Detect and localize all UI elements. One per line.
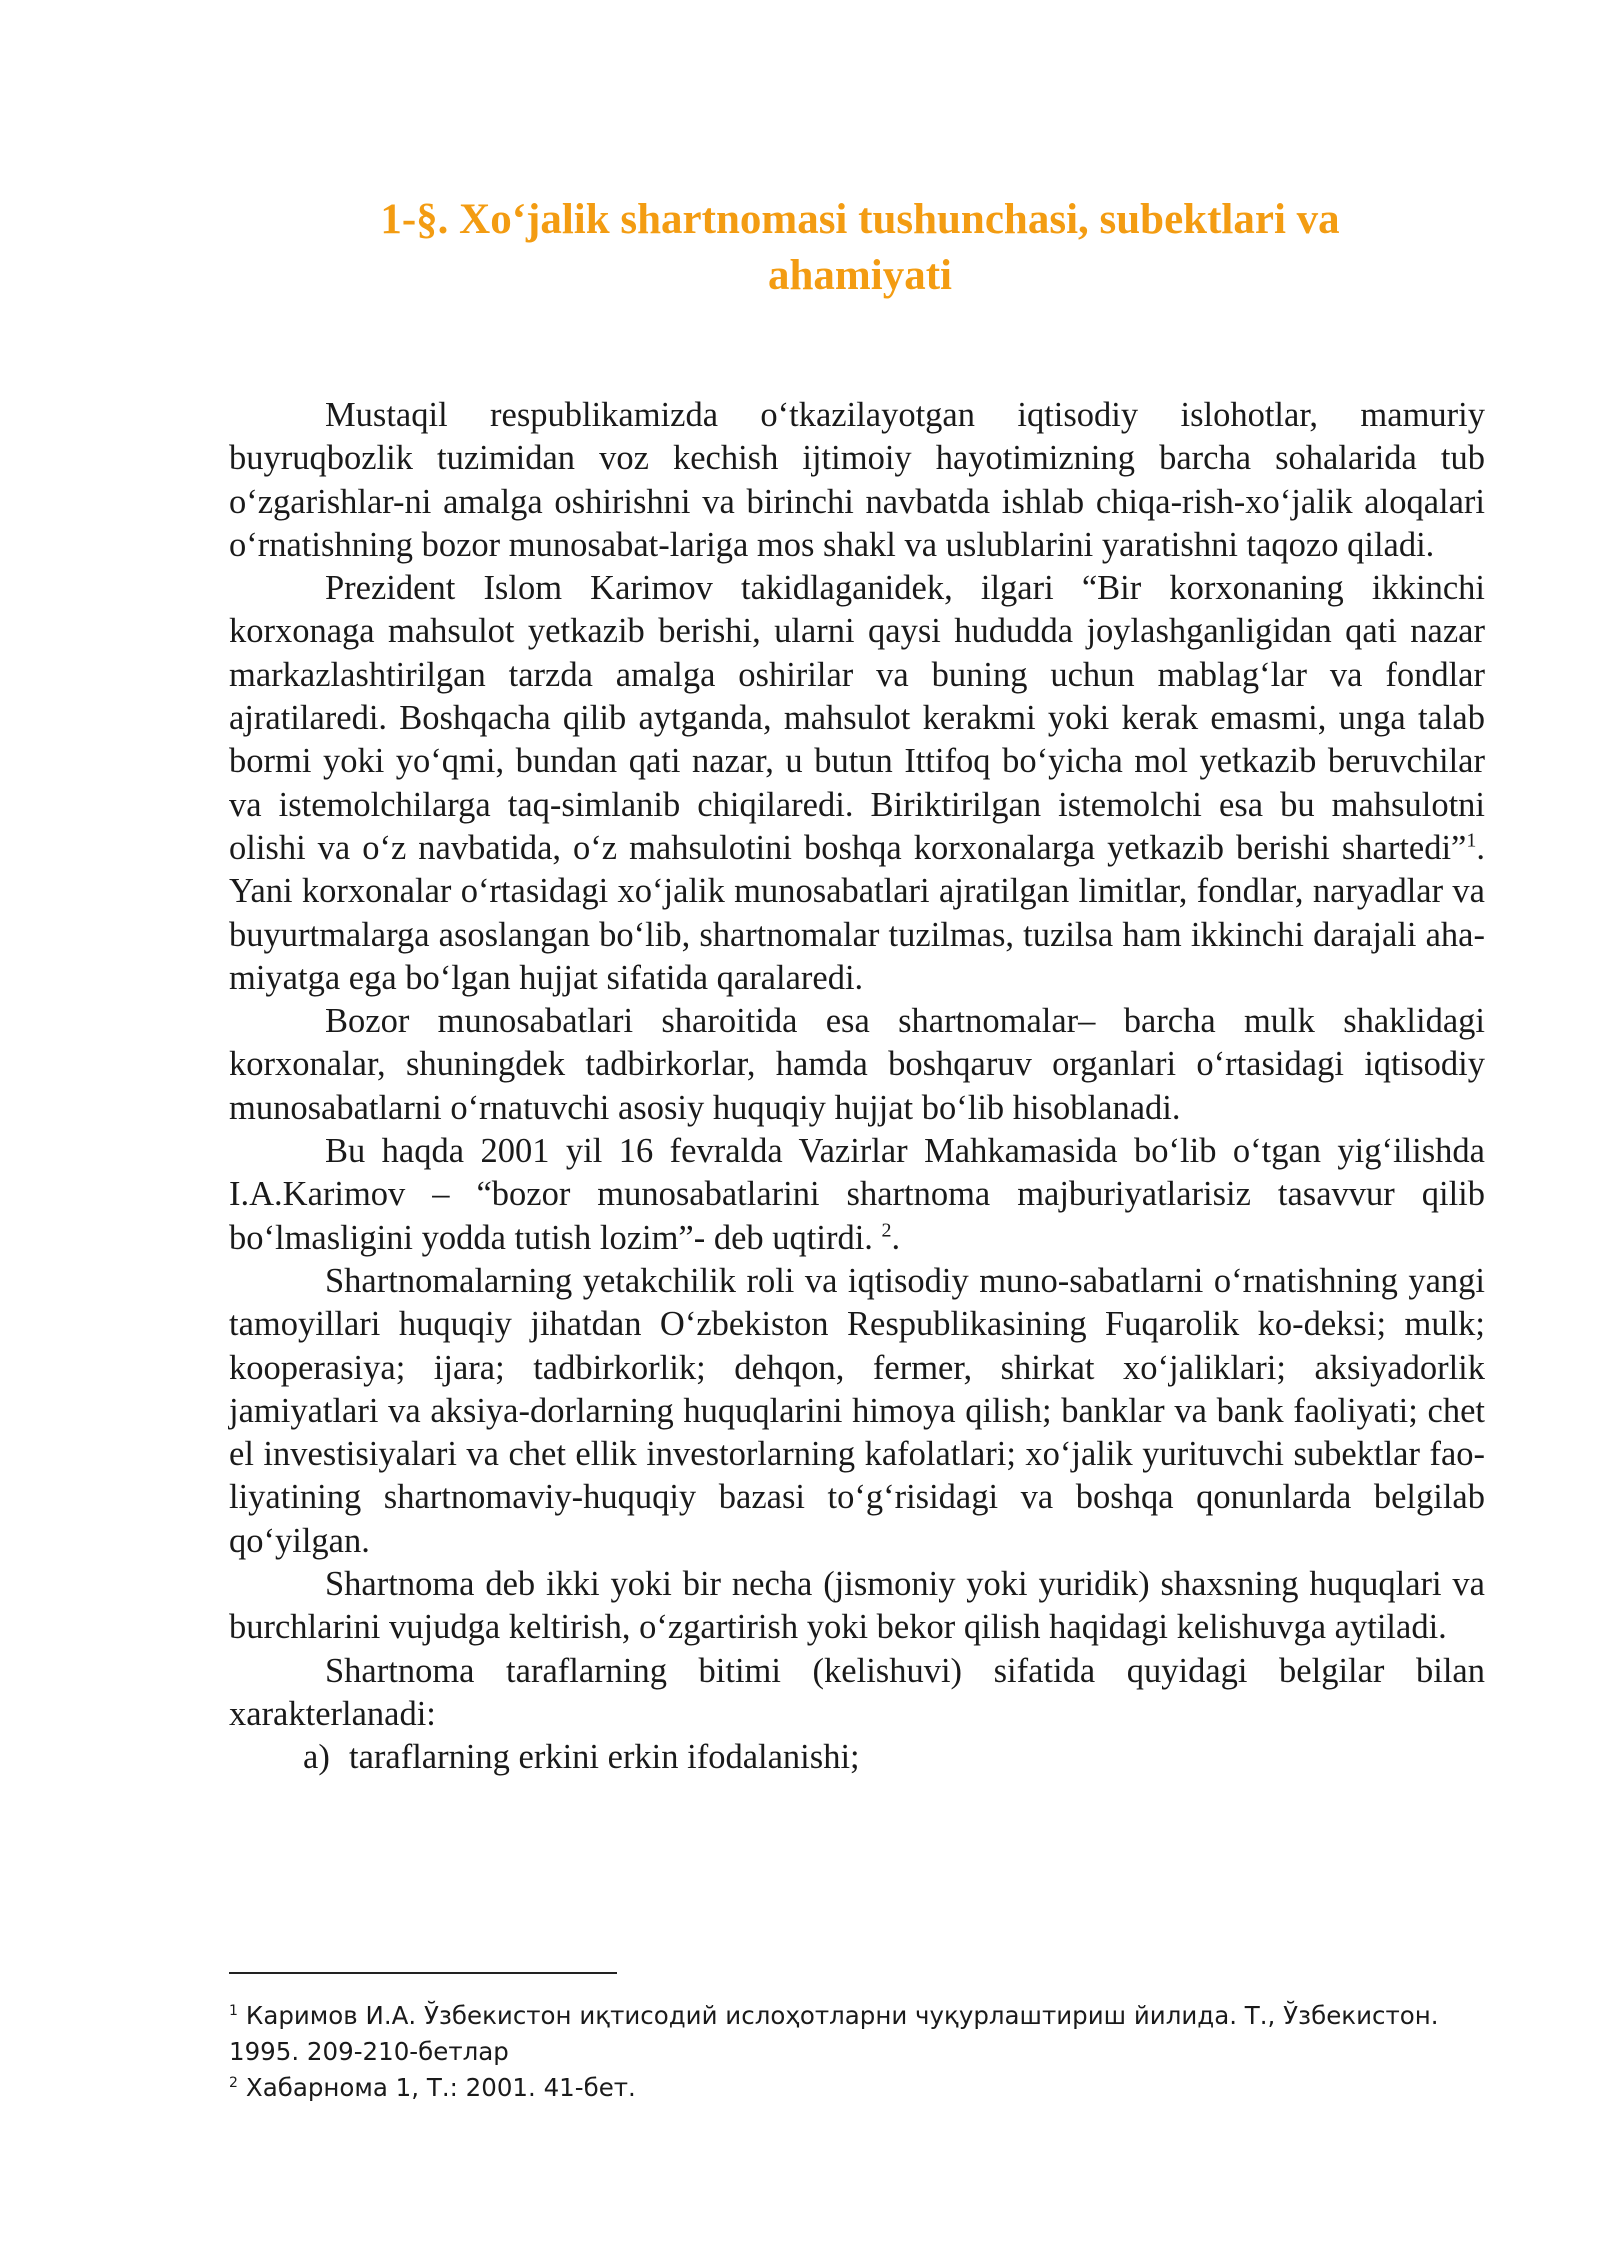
paragraph-6: Shartnoma deb ikki yoki bir necha (jismoniy yoki yuridik) shaxsning huquqlari va burchlarini vujudga keltirish, o‘zgartirish yoki bekor qilish haqidagi kelishuvga aytiladi. [229,1565,1485,1647]
section-title-line-1: 1-§. Xo‘jalik shartnomasi tushunchasi, subektlari va [380,196,1340,243]
footnote-1-text: Каримов И.А. Ўзбекистон иқтисодий ислоҳотларни чуқурлаштириш йилида. Т., Ўзбекистон. 1995. 209-210-бетлар [229,2001,1439,2066]
paragraph-2-text-a: Prezident Islom Karimov takidlaganidek, ilgari “Bir korxonaning ikkinchi korxonaga mahsulot yetkazib berishi, ularni qaysi hududda joylashganligidan qati nazar markazlashtirilgan tarzda amalga oshirilar va buning uchun mablag‘lar va fondlar ajratilaredi. Boshqacha qilib aytganda, mahsulot kerakmi yoki kerak emasmi, unga talab bormi yoki yo‘qmi, bundan qati nazar, u butun Ittifoq bo‘yicha mol yetkazib beruvchilar va istemolchilarga taq-simlanib chiqilaredi. Biriktirilgan istemolchi esa bu mahsulotni olishi va o‘z navbatida, o‘z mahsulotini boshqa korxonalarga yetkazib berishi shartedi” [229,569,1485,867]
footnotes [229,1998,1485,2106]
paragraph-5: Shartnomalarning yetakchilik roli va iqtisodiy muno-sabatlarni o‘rnatishning yangi tamoyillari huquqiy jihatdan O‘zbekiston Respublikasining Fuqarolik ko-deksi; mulk; kooperasiya; ijara; tadbirkorlik; dehqon, fermer, shirkat xo‘jaliklari; aksiyadorlik jamiyatlari va aksiya-dorlarning huquqlarini himoya qilish; banklar va bank faoliyati; chet el investisiyalari va chet ellik investorlarning kafolatlari; xo‘jalik yurituvchi subektlar fao-liyatining shartnomaviy-huquqiy bazasi to‘g‘risidagi va boshqa qonunlarda belgilab qo‘yilgan. [229,1261,1485,1560]
footnote-1 [229,1998,1485,2070]
list-item [229,1736,1485,1779]
paragraph-7: Shartnoma taraflarning bitimi (kelishuvi) sifatida quyidagi belgilar bilan xarakterlanadi: [229,1651,1485,1733]
paragraph-4 [229,1130,1485,1260]
body-text [229,394,1485,1780]
paragraph-3: Bozor munosabatlari sharoitida esa shartnomalar– barcha mulk shaklidagi korxonalar, shuningdek tadbirkorlar, hamda boshqaruv organlari o‘rtasidagi iqtisodiy munosabatlarni o‘rnatuvchi asosiy huquqiy hujjat bo‘lib hisoblanadi. [229,1002,1485,1127]
list-item-marker: a) [303,1738,330,1777]
paragraph-4-text-b: . [891,1218,901,1257]
paragraph-4-text-a: Bu haqda 2001 yil 16 fevralda Vazirlar Mahkamasida bo‘lib o‘tgan yig‘ilishda I.A.Karimov – “bozor munosabatlarini shartnoma majburiyatlarisiz tasavvur qilib bo‘lmasligini yodda tutish lozim”- deb uqtirdi. [229,1132,1485,1257]
footnote-ref-1[interactable]: 1 [1466,829,1477,852]
footnote-separator [229,1972,617,1974]
section-title [230,192,1490,304]
paragraph-2-text-b: . Yani korxonalar o‘rtasidagi xo‘jalik munosabatlari ajratilgan limitlar, fondlar, naryadlar va buyurtmalarga asoslangan bo‘lib, shartnomalar tuzilmas, tuzilsa ham ikkinchi darajali aha-miyatga ega bo‘lgan hujjat sifatida qaralaredi. [229,828,1485,997]
footnote-1-number: 1 [229,2002,238,2019]
paragraph-2 [229,567,1485,1000]
footnote-2-number: 2 [229,2074,238,2091]
footnote-2 [229,2070,1485,2106]
list-item-text: taraflarning erkini erkin ifodalanishi; [349,1738,860,1777]
paragraph-1: Mustaqil respublikamizda o‘tkazilayotgan iqtisodiy islohotlar, mamuriy buyruqbozlik tuzimidan voz kechish ijtimoiy hayotimizning barcha sohalarida tub o‘zgarishlar-ni amalga oshirishni va birinchi navbatda ishlab chiqa-rish-xo‘jalik aloqalari o‘rnatishning bozor munosabat-lariga mos shakl va uslublarini yaratishni taqozo qiladi. [229,396,1485,564]
section-title-line-2: ahamiyati [768,252,952,299]
footnote-2-text: Хабарнома 1, Т.: 2001. 41-бет. [245,2073,636,2102]
footnote-ref-2[interactable]: 2 [881,1219,892,1242]
